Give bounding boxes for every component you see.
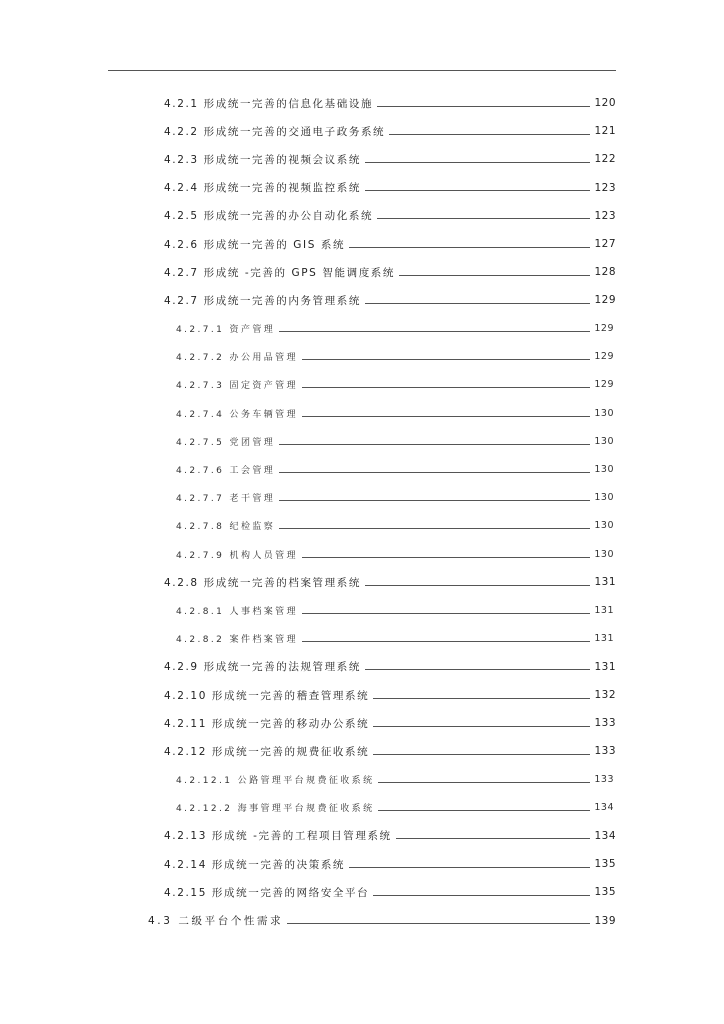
toc-entry-title: 4.2.7.6 工会管理 <box>176 466 276 477</box>
toc-entry-page: 131 <box>594 576 616 589</box>
toc-entry[interactable] <box>0 906 724 934</box>
toc-entry[interactable] <box>0 596 724 624</box>
toc-entry-title: 4.2.7.3 固定资产管理 <box>176 381 298 392</box>
toc-leader-line <box>287 923 590 924</box>
toc-entry[interactable] <box>0 258 724 286</box>
toc-leader-line <box>279 500 590 501</box>
toc-entry-page: 134 <box>594 802 614 814</box>
toc-entry[interactable] <box>0 399 724 427</box>
toc-leader-line <box>302 387 590 388</box>
toc-entry-title: 4.2.12.1 公路管理平台规费征收系统 <box>176 776 375 787</box>
toc-entry-page: 120 <box>594 97 616 110</box>
toc-entry[interactable] <box>0 625 724 653</box>
toc-entry[interactable] <box>0 766 724 794</box>
toc-entry[interactable] <box>0 286 724 314</box>
toc-leader-line <box>377 218 590 219</box>
toc-entry[interactable] <box>0 540 724 568</box>
toc-entry-page: 121 <box>594 125 616 138</box>
toc-entry[interactable] <box>0 512 724 540</box>
toc-entry-page: 129 <box>594 323 614 335</box>
toc-entry[interactable] <box>0 174 724 202</box>
table-of-contents <box>0 89 724 935</box>
toc-entry-page: 128 <box>594 266 616 279</box>
toc-entry[interactable] <box>0 794 724 822</box>
toc-entry-title: 4.2.1 形成统一完善的信息化基础设施 <box>164 97 374 110</box>
toc-leader-line <box>365 585 590 586</box>
toc-entry-page: 131 <box>594 604 614 616</box>
toc-entry[interactable] <box>0 371 724 399</box>
toc-entry-title: 4.2.7 形成统 -完善的 GPS 智能调度系统 <box>164 266 395 279</box>
toc-entry[interactable] <box>0 343 724 371</box>
toc-entry[interactable] <box>0 737 724 765</box>
toc-entry-page: 130 <box>594 407 614 419</box>
toc-entry-title: 4.2.2 形成统一完善的交通电子政务系统 <box>164 125 386 138</box>
toc-entry[interactable] <box>0 709 724 737</box>
toc-leader-line <box>378 810 590 811</box>
toc-entry[interactable] <box>0 850 724 878</box>
toc-leader-line <box>279 528 590 529</box>
toc-entry[interactable] <box>0 230 724 258</box>
toc-leader-line <box>302 641 590 642</box>
toc-entry[interactable] <box>0 878 724 906</box>
toc-entry[interactable] <box>0 427 724 455</box>
toc-entry-page: 131 <box>594 660 616 673</box>
toc-entry-title: 4.2.7.1 资产管理 <box>176 325 276 336</box>
toc-leader-line <box>279 444 590 445</box>
toc-entry[interactable] <box>0 315 724 343</box>
toc-leader-line <box>302 416 590 417</box>
toc-entry[interactable] <box>0 484 724 512</box>
toc-entry-title: 4.2.14 形成统一完善的决策系统 <box>164 858 346 871</box>
toc-entry-page: 130 <box>594 492 614 504</box>
toc-entry-title: 4.2.7.5 党团管理 <box>176 437 276 448</box>
toc-entry[interactable] <box>0 145 724 173</box>
toc-entry-page: 129 <box>594 379 614 391</box>
toc-entry-page: 133 <box>594 717 616 730</box>
toc-leader-line <box>378 782 590 783</box>
toc-entry-title: 4.2.8.2 案件档案管理 <box>176 635 298 646</box>
toc-entry-title: 4.2.7.2 办公用品管理 <box>176 353 298 364</box>
toc-entry-page: 123 <box>594 181 616 194</box>
toc-leader-line <box>279 331 590 332</box>
toc-entry-page: 130 <box>594 548 614 560</box>
toc-entry-page: 127 <box>594 238 616 251</box>
toc-entry-page: 123 <box>594 209 616 222</box>
header-rule <box>108 70 616 71</box>
toc-entry[interactable] <box>0 653 724 681</box>
toc-leader-line <box>373 726 590 727</box>
toc-entry-page: 135 <box>594 886 616 899</box>
toc-entry-page: 129 <box>594 351 614 363</box>
toc-entry-page: 130 <box>594 435 614 447</box>
toc-entry-page: 129 <box>594 294 616 307</box>
toc-entry-page: 132 <box>594 689 616 702</box>
toc-entry-title: 4.2.9 形成统一完善的法规管理系统 <box>164 661 361 674</box>
toc-entry-title: 4.2.11 形成统一完善的移动办公系统 <box>164 717 370 730</box>
toc-leader-line <box>373 895 590 896</box>
toc-entry-title: 4.2.6 形成统一完善的 GIS 系统 <box>164 238 346 251</box>
toc-entry-title: 4.2.4 形成统一完善的视频监控系统 <box>164 182 361 195</box>
toc-entry-title: 4.2.15 形成统一完善的网络安全平台 <box>164 886 370 899</box>
toc-entry-title: 4.2.5 形成统一完善的办公自动化系统 <box>164 210 374 223</box>
toc-entry-page: 135 <box>594 858 616 871</box>
toc-leader-line <box>302 359 590 360</box>
toc-entry-title: 4.2.8 形成统一完善的档案管理系统 <box>164 576 361 589</box>
toc-entry-title: 4.2.7.9 机构人员管理 <box>176 550 298 561</box>
toc-entry-page: 133 <box>594 774 614 786</box>
toc-entry-title: 4.2.13 形成统 -完善的工程项目管理系统 <box>164 830 392 843</box>
toc-leader-line <box>365 162 590 163</box>
toc-leader-line <box>349 247 590 248</box>
toc-leader-line <box>389 134 590 135</box>
toc-entry[interactable] <box>0 202 724 230</box>
toc-entry[interactable] <box>0 117 724 145</box>
toc-leader-line <box>279 472 590 473</box>
toc-entry-title: 4.2.7.7 老干管理 <box>176 494 276 505</box>
toc-entry[interactable] <box>0 681 724 709</box>
toc-entry-title: 4.2.8.1 人事档案管理 <box>176 606 298 617</box>
toc-leader-line <box>349 867 590 868</box>
toc-entry-title: 4.2.7.4 公务车辆管理 <box>176 409 298 420</box>
toc-entry[interactable] <box>0 568 724 596</box>
toc-entry[interactable] <box>0 455 724 483</box>
toc-entry[interactable] <box>0 822 724 850</box>
toc-leader-line <box>396 838 591 839</box>
toc-entry-title: 4.3 二级平台个性需求 <box>148 915 284 928</box>
toc-leader-line <box>399 275 590 276</box>
toc-leader-line <box>377 106 590 107</box>
toc-leader-line <box>302 557 590 558</box>
toc-entry-page: 122 <box>594 153 616 166</box>
toc-entry-page: 131 <box>594 633 614 645</box>
toc-entry-title: 4.2.7.8 纪检监察 <box>176 522 276 533</box>
toc-entry-title: 4.2.12.2 海事管理平台规费征收系统 <box>176 804 375 815</box>
toc-leader-line <box>373 698 590 699</box>
toc-entry-page: 130 <box>594 464 614 476</box>
toc-entry-page: 130 <box>594 520 614 532</box>
toc-entry-page: 139 <box>594 914 616 927</box>
toc-entry-page: 133 <box>594 745 616 758</box>
toc-leader-line <box>365 669 590 670</box>
toc-leader-line <box>365 303 590 304</box>
toc-leader-line <box>365 190 590 191</box>
toc-leader-line <box>373 754 590 755</box>
toc-leader-line <box>302 613 590 614</box>
toc-entry[interactable] <box>0 89 724 117</box>
toc-entry-title: 4.2.3 形成统一完善的视频会议系统 <box>164 153 361 166</box>
toc-entry-title: 4.2.10 形成统一完善的稽查管理系统 <box>164 689 370 702</box>
toc-entry-title: 4.2.7 形成统一完善的内务管理系统 <box>164 294 361 307</box>
toc-entry-title: 4.2.12 形成统一完善的规费征收系统 <box>164 745 370 758</box>
toc-entry-page: 134 <box>594 829 616 842</box>
